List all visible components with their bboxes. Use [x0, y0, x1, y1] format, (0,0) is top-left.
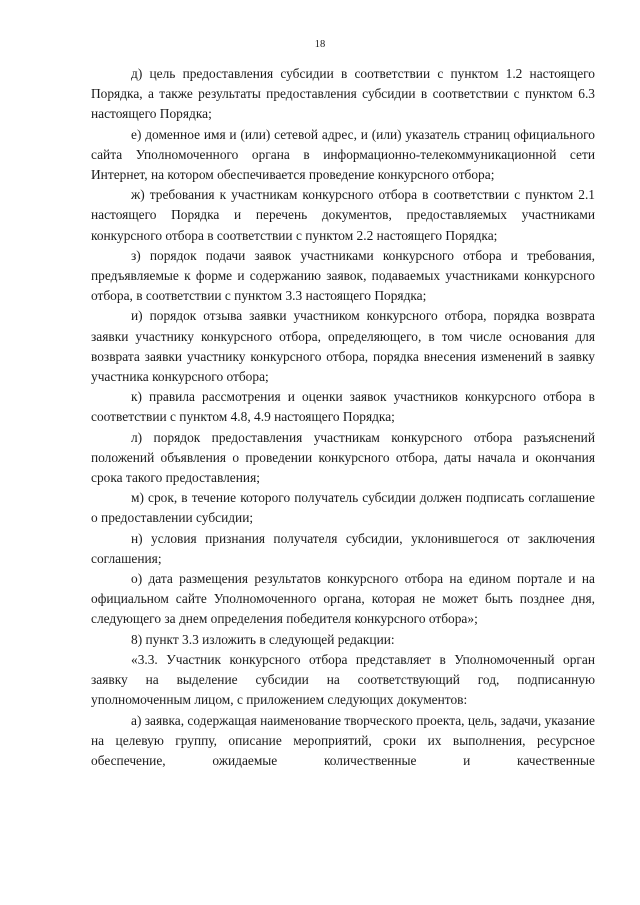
paragraph-i: и) порядок отзыва заявки участником конкурсного отбора, порядка возврата заявки участнику конкурсного отбора, определяющего, в том числе основания для возврата заявки участнику конкурсного отбора, порядка внесения изменений в заявку участника конкурсного отбора; — [91, 308, 595, 385]
page-number: 18 — [314, 39, 326, 50]
paragraph-item-8: 8) пункт 3.3 изложить в следующей редакции: — [131, 631, 395, 647]
paragraph-e: е) доменное имя и (или) сетевой адрес, и (или) указатель страниц официального сайта Уполномоченного органа в информационно-телекоммуникационной сети Интернет, на котором обеспечивается проведение конкурсного отбора; — [91, 126, 595, 183]
paragraph-zh: ж) требования к участникам конкурсного отбора в соответствии с пунктом 2.1 настоящего Порядка и перечень документов, предоставляемых участниками конкурсного отбора в соответствии с пунктом 2.2 настоящего Порядка; — [91, 187, 595, 243]
paragraph-n: н) условия признания получателя субсидии, уклонившегося от заключения соглашения; — [91, 530, 595, 566]
paragraph-3-3: «3.3. Участник конкурсного отбора представляет в Уполномоченный орган заявку на выделение субсидии на соответствующий год, подписанную уполномоченным лицом, с приложением следующих документов: — [91, 651, 595, 708]
paragraph-m: м) срок, в течение которого получатель субсидии должен подписать соглашение о предоставлении субсидии; — [91, 490, 595, 526]
document-body — [91, 64, 595, 771]
paragraph-k: к) правила рассмотрения и оценки заявок участников конкурсного отбора в соответствии с пунктом 4.8, 4.9 настоящего Порядка; — [91, 389, 595, 425]
paragraph-z: з) порядок подачи заявок участниками конкурсного отбора и требования, предъявляемые к форме и содержанию заявок, подаваемых участниками конкурсного отбора, в соответствии с пунктом 3.3 настоящего Порядка; — [91, 247, 595, 304]
paragraph-o: о) дата размещения результатов конкурсного отбора на едином портале и на официальном сайте Уполномоченного органа, которая не может быть позднее дня, следующего за днем определения победителя конкурсного отбора»; — [91, 571, 595, 627]
paragraph-a: а) заявка, содержащая наименование творческого проекта, цель, задачи, указание на целевую группу, описание мероприятий, сроки их выполнения, ресурсное обеспечение, ожидаемые количественные и качественные — [91, 712, 595, 768]
paragraph-d: д) цель предоставления субсидии в соответствии с пунктом 1.2 настоящего Порядка, а также результаты предоставления субсидии в соответствии с пунктом 6.3 настоящего Порядка; — [91, 66, 595, 122]
paragraph-l: л) порядок предоставления участникам конкурсного отбора разъяснений положений объявления о проведении конкурсного отбора, даты начала и окончания срока такого предоставления; — [91, 429, 595, 486]
